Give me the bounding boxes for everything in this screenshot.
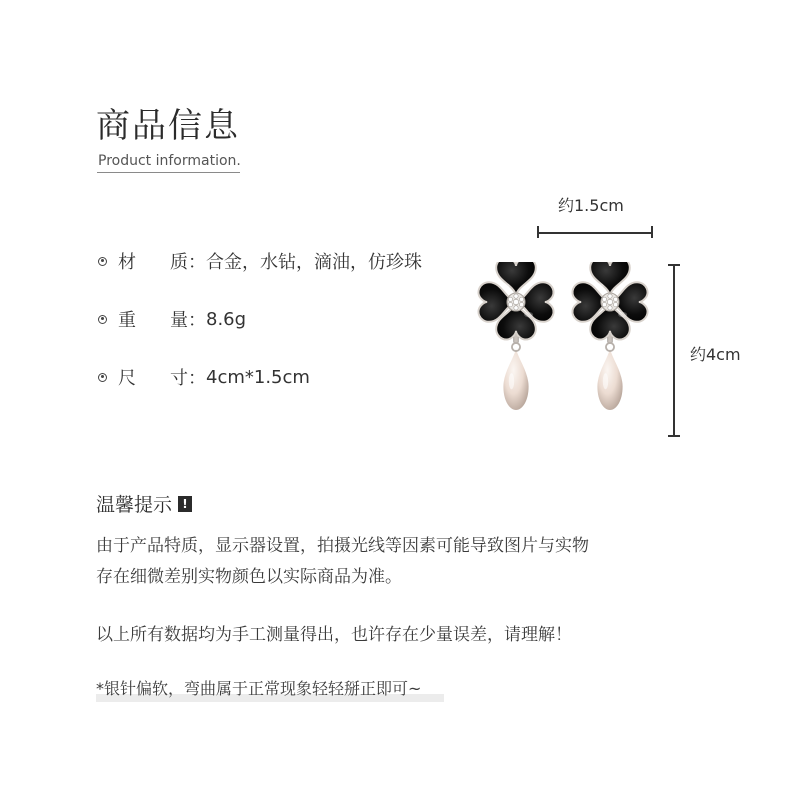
- earrings-product-image: [470, 262, 660, 432]
- tips-line-2: 存在细微差别实物颜色以实际商品为准。: [96, 567, 402, 587]
- page-subtitle: Product information.: [98, 153, 241, 169]
- height-dimension-label: 约4cm: [690, 345, 741, 364]
- bullet-icon: [98, 257, 107, 266]
- spec-value: 合金，水钻，滴油，仿珍珠: [206, 252, 422, 273]
- spec-key-char: 重: [118, 310, 136, 331]
- spec-key-char: 尺: [118, 368, 136, 389]
- exclamation-icon: !: [178, 496, 192, 512]
- spec-material: [98, 248, 422, 274]
- tips-line-3: 以上所有数据均为手工测量得出，也许存在少量误差，请理解！: [96, 625, 572, 645]
- subtitle-underline: [97, 172, 240, 173]
- width-dimension-label: 约1.5cm: [558, 196, 624, 215]
- spec-key-suffix: 量：: [170, 310, 206, 331]
- width-dimension-cap-left: [537, 226, 539, 238]
- tips-title: 温馨提示: [96, 494, 173, 516]
- spec-key-suffix: 寸：: [170, 368, 206, 389]
- width-dimension-cap-right: [651, 226, 653, 238]
- width-dimension-line: [538, 232, 652, 234]
- bullet-icon: [98, 373, 107, 382]
- spec-key-char: 材: [118, 252, 136, 273]
- earring-right: [572, 262, 647, 410]
- bullet-icon: [98, 315, 107, 324]
- height-dimension-cap-top: [668, 264, 680, 266]
- earring-left: [478, 262, 553, 410]
- tips-heading: [96, 490, 192, 517]
- tips-note: *银针偏软，弯曲属于正常现象轻轻掰正即可~: [96, 679, 422, 698]
- height-dimension-cap-bottom: [668, 435, 680, 437]
- page-title: 商品信息: [96, 106, 240, 146]
- height-dimension-line: [673, 264, 675, 436]
- spec-size: [98, 364, 310, 390]
- spec-value: 8.6g: [206, 308, 247, 330]
- tips-line-1: 由于产品特质，显示器设置，拍摄光线等因素可能导致图片与实物: [96, 536, 589, 556]
- spec-key-suffix: 质：: [170, 252, 206, 273]
- spec-value: 4cm*1.5cm: [206, 366, 310, 388]
- spec-weight: [98, 306, 246, 332]
